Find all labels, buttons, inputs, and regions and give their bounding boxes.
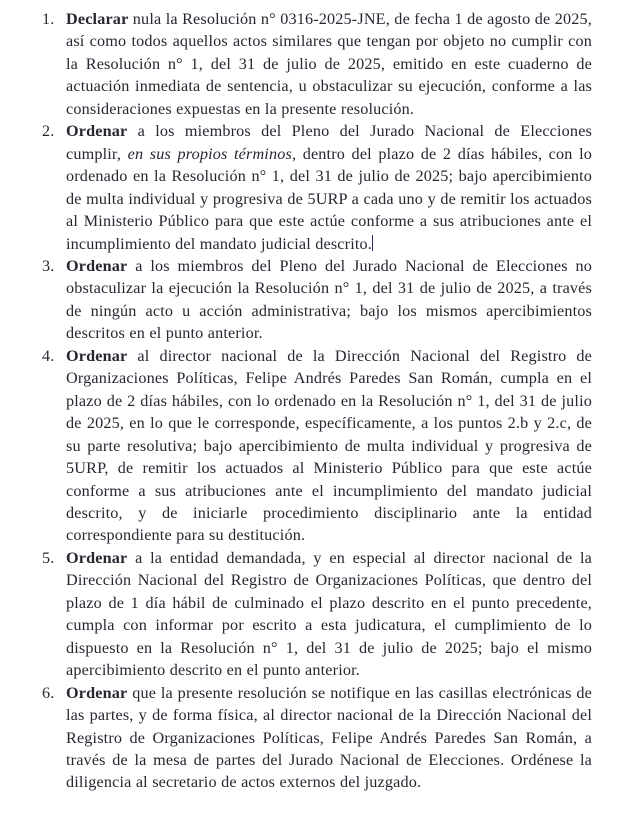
- resolution-item-1-paragraph: [66, 8, 592, 120]
- resolution-item-6: [42, 682, 592, 794]
- resolution-item-2-italic-phrase: en sus propios términos: [127, 144, 292, 163]
- resolution-items-list: [42, 8, 592, 794]
- resolution-item-5-body: a la entidad demandada, y en especial al director nacional de la Dirección Nacional del Registro de Organizaciones Políticas, que dentro del plazo de 1 día hábil de culminado el plazo descrito en el punto precedente, cumpla con informar por escrito a esta judicatura, el cumplimiento de lo dispuesto en la Resolución n° 1, del 31 de julio de 2025; bajo el mismo apercibimiento descrito en el punto anterior.: [66, 548, 592, 680]
- resolution-item-1-body: nula la Resolución n° 0316-2025-JNE, de fecha 1 de agosto de 2025, así como todos aquellos actos similares que tengan por objeto no cumplir con la Resolución n° 1, del 31 de julio de 2025, emitido en este cuaderno de actuación inmediata de sentencia, u obstaculizar su ejecución, conforme a las consideraciones expuestas en la presente resolución.: [66, 10, 592, 118]
- resolution-item-6-body: que la presente resolución se notifique en las casillas electrónicas de las partes, y de forma física, al director nacional de la Dirección Nacional del Registro de Organizaciones Políticas, Felipe Andrés Paredes San Román, a través de la mesa de partes del Jurado Nacional de Elecciones. Ordénese la diligencia al secretario de actos externos del juzgado.: [66, 683, 592, 792]
- text-cursor-caret: [372, 235, 373, 251]
- resolution-item-5-paragraph: [66, 547, 592, 682]
- resolution-item-2-body-before-italic: a los miembros del Pleno del Jurado Nacional de Elecciones cumplir,: [66, 122, 592, 163]
- resolution-item-3-lead: Ordenar: [66, 256, 128, 275]
- resolution-item-3: [42, 255, 592, 345]
- resolution-item-2: [42, 120, 592, 255]
- resolution-item-2-body-after-italic: , dentro del plazo de 2 días hábiles, con lo ordenado en la Resolución n° 1, del 31 de julio de 2025; bajo apercibimiento de multa individual y progresiva de 5URP a cada uno y de remitir los actuados al Ministerio Público para que este actúe conforme a sus atribuciones ante el incumplimiento del mandato judicial descrito.: [66, 144, 592, 253]
- resolution-item-4-paragraph: [66, 345, 592, 547]
- resolution-item-6-paragraph: [66, 682, 592, 794]
- resolution-item-3-paragraph: [66, 255, 592, 345]
- resolution-item-4: [42, 345, 592, 547]
- resolution-item-2-paragraph: [66, 120, 592, 255]
- resolution-item-1: [42, 8, 592, 120]
- resolution-item-6-lead: Ordenar: [66, 683, 128, 702]
- resolution-item-3-body: a los miembros del Pleno del Jurado Nacional de Elecciones no obstaculizar la ejecución la Resolución n° 1, del 31 de julio de 2025, a través de ningún acto u acción administrativa; bajo los mismos apercibimientos descritos en el punto anterior.: [66, 256, 592, 343]
- resolution-item-5: [42, 547, 592, 682]
- resolution-item-4-body: al director nacional de la Dirección Nacional del Registro de Organizaciones Políticas, Felipe Andrés Paredes San Román, cumpla en el plazo de 2 días hábiles, con lo ordenado en la Resolución n° 1, del 31 de julio de 2025, en lo que le corresponde, específicamente, a los puntos 2.b y 2.c, de su parte resolutiva; bajo apercibimiento de multa individual y progresiva de 5URP, de remitir los actuados al Ministerio Público para que este actúe conforme a sus atribuciones ante el incumplimiento del mandato judicial descrito, y de iniciarle procedimiento disciplinario ante la entidad correspondiente para su destitución.: [66, 346, 592, 545]
- resolution-item-4-lead: Ordenar: [66, 346, 128, 365]
- resolution-item-5-lead: Ordenar: [66, 548, 128, 567]
- resolution-item-1-lead: Declarar: [66, 10, 129, 28]
- resolution-item-2-lead: Ordenar: [66, 122, 128, 141]
